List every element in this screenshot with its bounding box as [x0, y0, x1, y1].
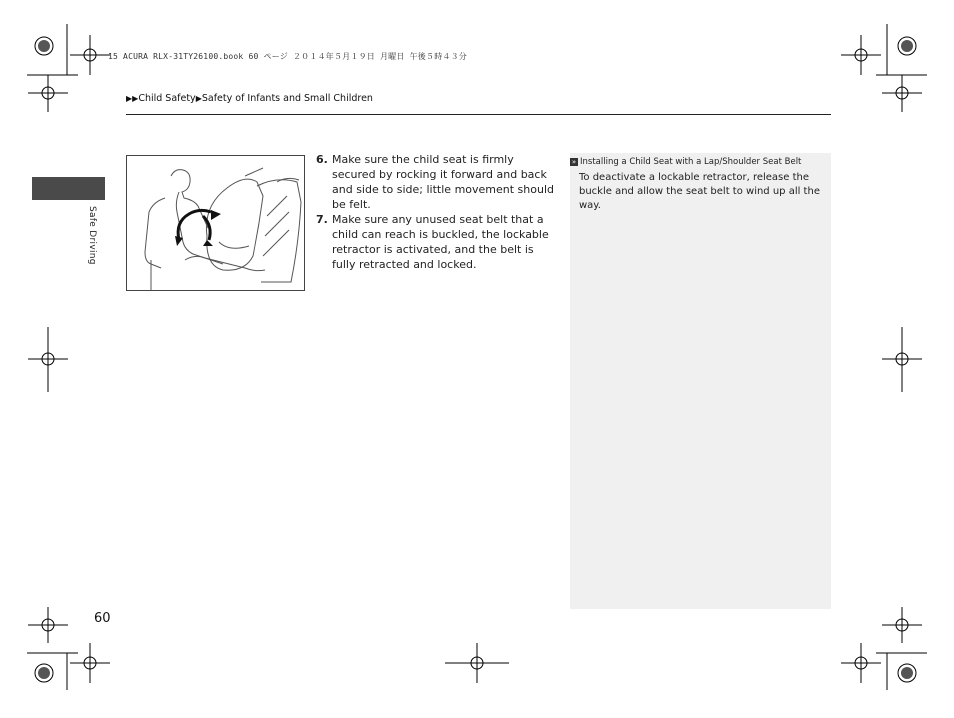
step-text: Make sure any unused seat belt that a child can reach is buckled, the lockable retractor is activated, and the belt is fully retracted and locked.: [332, 213, 549, 271]
side-note: [570, 153, 831, 609]
child-seat-illustration: [126, 155, 305, 291]
breadcrumb-subsection[interactable]: Safety of Infants and Small Children: [201, 93, 373, 104]
section-tab-label: Safe Driving: [87, 206, 97, 265]
breadcrumb-arrow-icon: ▶: [195, 94, 202, 103]
breadcrumb: [126, 93, 373, 104]
instruction-steps: [316, 152, 556, 272]
reference-icon: »: [571, 158, 577, 166]
side-note-body: To deactivate a lockable retractor, release the buckle and allow the seat belt to wind up all the way.: [579, 172, 820, 211]
breadcrumb-arrow-icon: ▶: [126, 94, 133, 103]
side-note-title-row: [570, 157, 801, 167]
section-tab: [32, 177, 105, 200]
breadcrumb-arrow-icon: ▶: [132, 94, 139, 103]
header-divider: [126, 114, 831, 115]
print-header: 15 ACURA RLX-31TY26100.book 60 ページ ２０１４年５月１９日 月曜日 午後５時４３分: [108, 52, 467, 61]
step-item: [316, 152, 556, 212]
side-note-title[interactable]: Installing a Child Seat with a Lap/Shoulder Seat Belt: [580, 157, 802, 167]
step-number: 6.: [316, 153, 328, 166]
step-number: 7.: [316, 213, 328, 226]
child-seat-installation-icon: [127, 156, 304, 290]
breadcrumb-section[interactable]: Child Safety: [138, 93, 196, 104]
page-number: 60: [94, 611, 111, 626]
step-text: Make sure the child seat is firmly secured by rocking it forward and back and side to side; little movement should be felt.: [332, 153, 554, 211]
step-item: [316, 212, 556, 272]
